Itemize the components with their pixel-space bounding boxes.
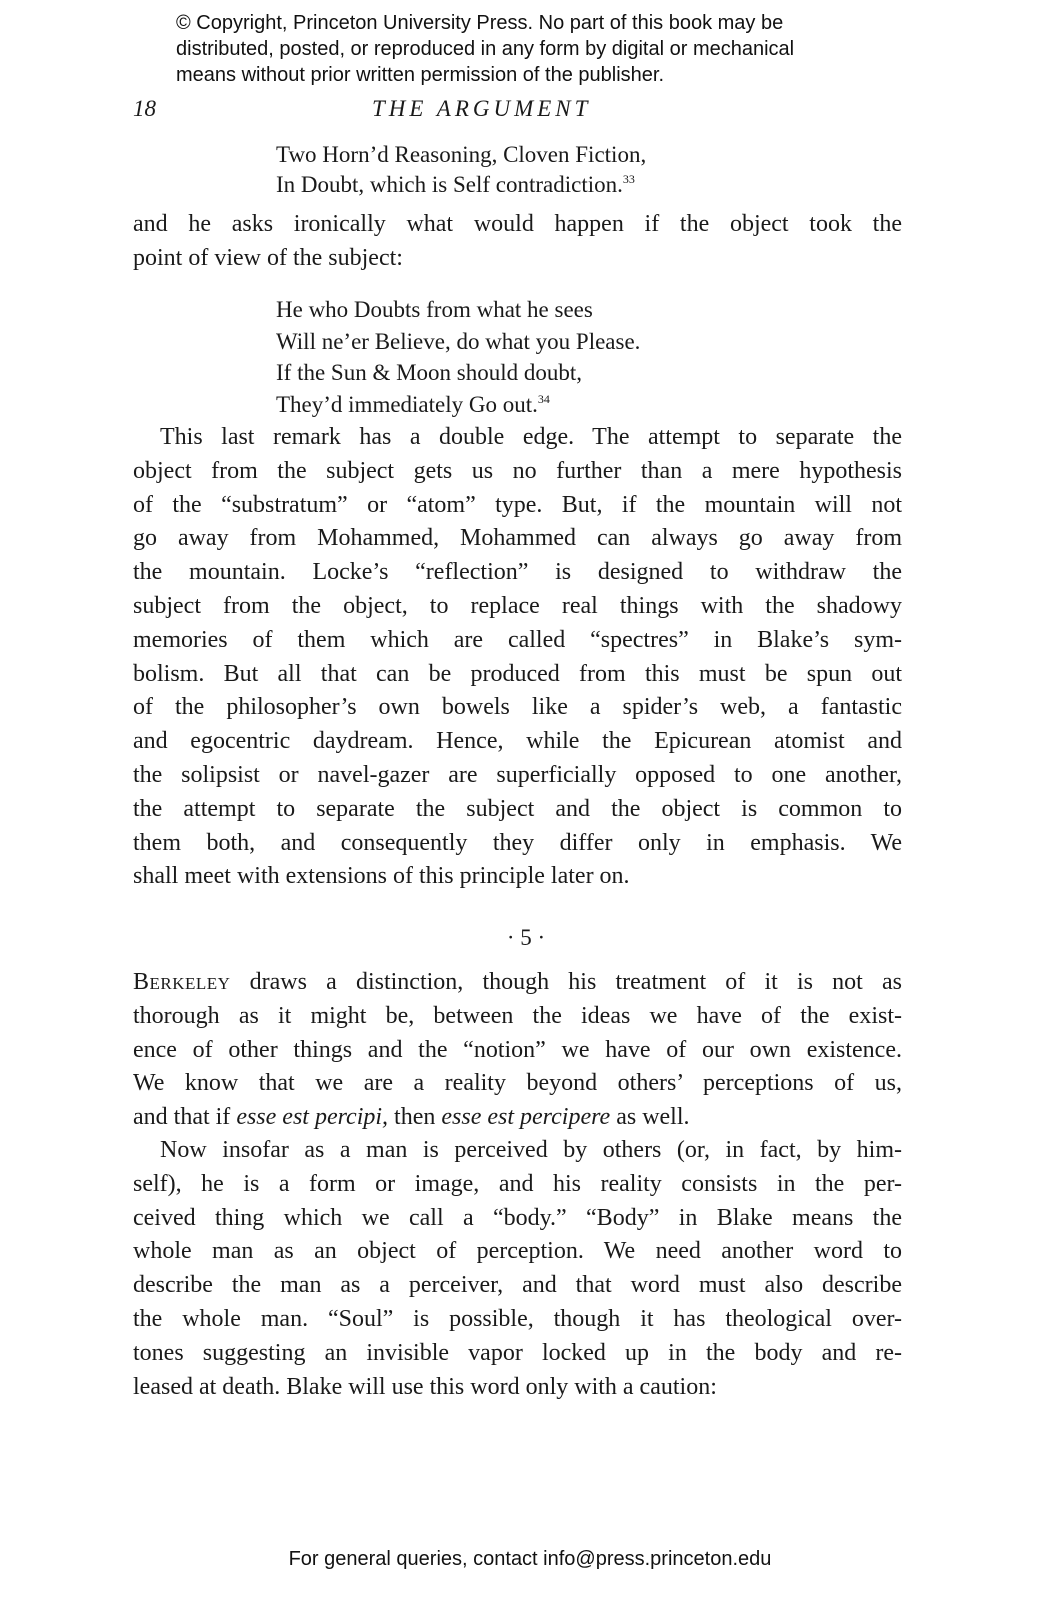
paragraph (133, 421, 902, 894)
text-line: and egocentric daydream. Hence, while the Epicurean atomist and (133, 728, 902, 755)
text-line: ence of other things and the “notion” we have of our own existence. (133, 1036, 902, 1063)
verse-line-text: In Doubt, which is Self contradiction. (276, 172, 623, 197)
text-line: point of view of the subject: (133, 244, 403, 271)
text-line: shall meet with extensions of this principle later on. (133, 863, 630, 890)
text-line: of the “substratum” or “atom” type. But, if the mountain will not (133, 491, 902, 518)
latin-phrase: esse est percipere (441, 1104, 611, 1131)
text-run: draws a distinction, though his treatment of it is not as (230, 969, 902, 995)
text-line: the attempt to separate the subject and the object is common to (133, 795, 902, 822)
text-run: as well. (610, 1104, 690, 1131)
paragraph (133, 966, 902, 1135)
copyright-line: © Copyright, Princeton University Press. No part of this book may be (176, 12, 784, 34)
text-line: object from the subject gets us no further than a mere hypothesis (133, 457, 902, 484)
text-line: Now insofar as a man is perceived by others (or, in fact, by him- (160, 1137, 902, 1163)
text-line (133, 1101, 902, 1135)
text-line: whole man as an object of perception. We need another word to (133, 1238, 902, 1265)
text-line: describe the man as a perceiver, and that word must also describe (133, 1272, 902, 1299)
footnote-ref: 33 (622, 172, 635, 186)
text-line: tones suggesting an invisible vapor locked up in the body and re- (133, 1339, 902, 1366)
text-line: We know that we are a reality beyond others’ perceptions of us, (133, 1070, 902, 1097)
verse-line: He who Doubts from what he sees (276, 297, 593, 322)
section-number: · 5 · (506, 925, 546, 950)
verse-quotation (276, 140, 646, 200)
latin-phrase: esse est percipi, (236, 1104, 389, 1131)
text-line: the mountain. Locke’s “reflection” is designed to withdraw the (133, 559, 902, 586)
text-line: memories of them which are called “spectres” in Blake’s sym- (133, 626, 902, 653)
page-number: 18 (133, 96, 156, 121)
text-line: ceived thing which we call a “body.” “Body” in Blake means the (133, 1204, 902, 1231)
text-line: self), he is a form or image, and his reality consists in the per- (133, 1170, 902, 1197)
verse-line: Will ne’er Believe, do what you Please. (276, 328, 641, 354)
text-line: subject from the object, to replace real things with the shadowy (133, 592, 902, 619)
paragraph (133, 208, 902, 276)
text-run: then (388, 1104, 442, 1131)
copyright-line: distributed, posted, or reproduced in any form by digital or mechanical (176, 38, 795, 60)
text-line: bolism. But all that can be produced from this must be spun out (133, 660, 902, 687)
copyright-line: means without prior written permission of the publisher. (176, 64, 665, 86)
text-line (133, 966, 902, 1000)
text-line: This last remark has a double edge. The attempt to separate the (160, 424, 902, 450)
text-line: thorough as it might be, between the ideas we have of the exist- (133, 1002, 902, 1029)
text-line: them both, and consequently they differ only in emphasis. We (133, 829, 902, 856)
verse-line (276, 170, 646, 200)
running-title: THE ARGUMENT (372, 96, 592, 121)
running-head (0, 96, 1050, 126)
footnote-ref: 34 (537, 391, 550, 406)
verse-line-text: They’d immediately Go out. (276, 391, 538, 417)
text-line: and he asks ironically what would happen if the object took the (133, 211, 902, 237)
text-line: the whole man. “Soul” is possible, though it has theological over- (133, 1305, 902, 1332)
lead-word: Berkeley (133, 969, 231, 995)
paragraph (133, 1134, 902, 1404)
text-line: leased at death. Blake will use this word only with a caution: (133, 1373, 717, 1400)
copyright-notice (176, 10, 876, 88)
text-line: of the philosopher’s own bowels like a spider’s web, a fantastic (133, 694, 902, 721)
verse-line (276, 389, 640, 421)
text-run: and that if (133, 1104, 237, 1131)
text-line: the solipsist or navel-gazer are superficially opposed to one another, (133, 761, 902, 788)
verse-quotation (276, 294, 640, 420)
footer-contact: For general queries, contact info@press.princeton.edu (288, 1548, 772, 1570)
text-line: go away from Mohammed, Mohammed can always go away from (133, 525, 902, 552)
verse-line: Two Horn’d Reasoning, Cloven Fiction, (276, 142, 647, 167)
verse-line: If the Sun & Moon should doubt, (276, 360, 583, 385)
